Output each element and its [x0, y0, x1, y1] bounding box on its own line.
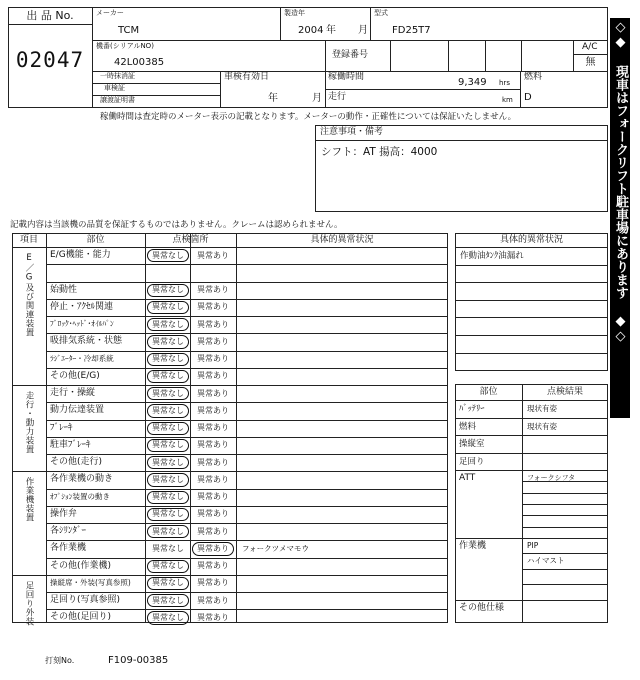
- check-normal[interactable]: 異常なし: [152, 405, 184, 415]
- work-divider: [522, 569, 608, 570]
- part-label: ﾗｼﾞｴｰﾀｰ・冷却系統: [50, 353, 114, 363]
- check-normal[interactable]: 異常なし: [152, 492, 184, 502]
- right-detail-divider: [455, 282, 608, 283]
- selected-circle: [147, 404, 189, 417]
- row-divider: [46, 437, 448, 438]
- check-abnormal[interactable]: 異常あり: [197, 388, 229, 398]
- check-normal[interactable]: 異常なし: [152, 578, 184, 588]
- check-normal[interactable]: 異常なし: [152, 302, 184, 312]
- model-label: 型式: [374, 9, 388, 17]
- notes-label: 注意事項・備考: [320, 127, 384, 137]
- row-divider: [46, 540, 448, 541]
- check-normal[interactable]: 異常なし: [152, 388, 184, 398]
- check-normal[interactable]: 異常なし: [152, 457, 184, 467]
- notes-text: シフト：AT 揚高：4000: [321, 146, 438, 158]
- selected-circle: [147, 284, 189, 297]
- selected-circle: [147, 525, 189, 538]
- row-divider: [46, 368, 448, 369]
- part-label: その他(足回り): [50, 612, 112, 623]
- col-part-header: 部位: [86, 235, 105, 245]
- ac-value: 無: [585, 57, 596, 68]
- month-unit: 月: [358, 25, 368, 36]
- right-check-divider: [455, 400, 608, 401]
- part-label: 各作業機の動き: [50, 474, 114, 485]
- work-divider: [522, 584, 608, 585]
- selected-circle: [147, 439, 189, 452]
- col-check-header: 点検箇所: [172, 235, 209, 245]
- right-check-divider: [455, 435, 608, 436]
- check-abnormal[interactable]: 異常あり: [197, 612, 229, 622]
- serial-value: 42L00385: [114, 57, 165, 68]
- part-label: ﾌﾞﾚｰｷ: [50, 422, 73, 433]
- detail-text: フォークツメマモウ: [242, 544, 309, 554]
- right-check-result: 現状有姿: [527, 404, 557, 413]
- right-detail-divider: [455, 317, 608, 318]
- part-label: 操作弁: [50, 508, 78, 519]
- row-divider: [46, 592, 448, 593]
- part-label: 吸排気系統・状態: [50, 336, 123, 347]
- row-divider: [46, 523, 448, 524]
- att-divider: [522, 493, 608, 494]
- right-detail-header: 具体的異常状況: [499, 235, 563, 245]
- att-label: ATT: [459, 473, 476, 483]
- part-label: 始動性: [50, 284, 78, 295]
- right-col-result: 点検結果: [546, 387, 583, 397]
- km-unit: km: [502, 96, 513, 104]
- check-abnormal[interactable]: 異常あり: [197, 595, 229, 605]
- check-normal[interactable]: 異常なし: [152, 423, 184, 433]
- row-divider: [46, 402, 448, 403]
- check-normal[interactable]: 異常なし: [152, 543, 184, 553]
- selected-circle: [147, 335, 189, 348]
- check-normal[interactable]: 異常なし: [152, 561, 184, 571]
- check-normal[interactable]: 異常なし: [152, 319, 184, 329]
- work-item: ハイマスト: [527, 556, 565, 566]
- selected-circle: [147, 611, 189, 624]
- part-label: その他(走行): [50, 457, 103, 467]
- selected-circle: [147, 491, 189, 504]
- selected-circle: [147, 422, 189, 435]
- check-normal[interactable]: 異常なし: [152, 336, 184, 346]
- selected-circle: [147, 370, 189, 383]
- selected-circle: [147, 456, 189, 469]
- right-check-result: 現状有姿: [527, 421, 557, 431]
- model-value: FD25T7: [392, 25, 431, 36]
- att-divider: [522, 515, 608, 516]
- right-detail-row: 作動油ﾀﾝｸ油漏れ: [460, 251, 524, 261]
- part-label: 操縦席・外装(写真参照): [50, 577, 131, 587]
- selected-circle: [147, 508, 189, 521]
- check-normal[interactable]: 異常なし: [152, 612, 184, 622]
- part-label: ｵﾌﾟｼｮﾝ装置の動き: [50, 491, 110, 501]
- check-abnormal[interactable]: 異常あり: [197, 302, 229, 312]
- part-label: その他(E/G): [50, 370, 100, 381]
- part-label: 動力伝達装置: [50, 405, 105, 416]
- right-detail-divider: [455, 335, 608, 336]
- hours-disclaimer: 稼働時間は査定時のメーター表示の記載となります。メーターの動作・正確性については保証いたしません。: [100, 112, 517, 122]
- ac-label: A/C: [582, 42, 598, 52]
- quality-disclaimer: 記載内容は当該機の品質を保証するものではありません。クレームは認められません。: [10, 220, 343, 230]
- work-divider: [522, 553, 608, 554]
- part-label: 駐車ﾌﾞﾚｰｷ: [50, 439, 91, 450]
- validity-label: 車検有効日: [224, 72, 270, 82]
- part-label: 各作業機: [50, 543, 87, 554]
- notes-box: [315, 125, 608, 212]
- temp-permit-label: 一時抹消証: [100, 72, 135, 80]
- att-divider: [522, 504, 608, 505]
- maker-label: メーカー: [96, 9, 124, 17]
- right-check-divider: [455, 600, 608, 601]
- selected-circle: [147, 387, 189, 400]
- selected-circle: [147, 560, 189, 573]
- col-detail-header: 具体的異常状況: [310, 235, 374, 245]
- work-item: PIP: [527, 540, 539, 550]
- stamp-label: 打刻No.: [45, 656, 75, 665]
- row-divider: [46, 420, 448, 421]
- row-divider: [46, 299, 448, 300]
- selected-circle: [147, 353, 189, 366]
- check-normal[interactable]: 異常なし: [152, 474, 184, 484]
- check-abnormal[interactable]: 異常あり: [197, 285, 229, 295]
- validity-month-unit: 月: [312, 93, 322, 104]
- check-abnormal[interactable]: 異常あり: [197, 371, 229, 381]
- part-label: E/G機能・能力: [50, 250, 111, 260]
- inspection-cert-label: 車検証: [104, 84, 125, 92]
- att-divider: [522, 527, 608, 528]
- check-normal[interactable]: 異常なし: [152, 285, 184, 295]
- header-block: [8, 7, 608, 108]
- row-divider: [46, 609, 448, 610]
- serial-label: 機番(シリアルNO): [96, 42, 154, 50]
- row-divider: [46, 282, 448, 283]
- right-check-divider: [455, 470, 608, 471]
- check-normal[interactable]: 異常なし: [152, 526, 184, 536]
- row-divider: [46, 489, 448, 490]
- part-label: 足回り(写真参照): [50, 595, 121, 605]
- work-label: 作業機: [459, 540, 487, 551]
- check-abnormal[interactable]: 異常あり: [197, 509, 229, 519]
- right-check-part: 燃料: [459, 421, 477, 432]
- selected-circle: [147, 473, 189, 486]
- check-abnormal[interactable]: 異常あり: [197, 543, 229, 553]
- right-col-part: 部位: [479, 387, 498, 397]
- selected-circle: [192, 542, 234, 555]
- selected-circle: [147, 249, 189, 262]
- check-abnormal[interactable]: 異常あり: [197, 492, 229, 502]
- stamp-value: F109-00385: [108, 655, 169, 666]
- part-label: 各ｼﾘﾝﾀﾞｰ: [50, 526, 87, 536]
- hours-label: 稼働時間: [328, 72, 365, 82]
- row-divider: [46, 558, 448, 559]
- att-divider: [522, 481, 608, 482]
- fuel-value: D: [524, 92, 532, 103]
- row-divider: [46, 454, 448, 455]
- check-abnormal[interactable]: 異常あり: [197, 474, 229, 484]
- check-normal[interactable]: 異常なし: [152, 371, 184, 381]
- exhibit-no-label: 出 品 No.: [26, 9, 74, 22]
- selected-circle: [147, 594, 189, 607]
- group-label: E／G及び関連装置: [24, 253, 34, 337]
- right-check-part: 操縦室: [459, 439, 485, 449]
- row-divider: [46, 506, 448, 507]
- right-detail-divider: [455, 265, 608, 266]
- selected-circle: [147, 577, 189, 590]
- check-abnormal[interactable]: 異常あり: [197, 457, 229, 467]
- check-abnormal[interactable]: 異常あり: [197, 526, 229, 536]
- check-normal[interactable]: 異常なし: [152, 509, 184, 519]
- selected-circle: [147, 301, 189, 314]
- part-label: ﾌﾞﾛｯｸ･ﾍｯﾄﾞ･ｵｲﾙﾊﾟﾝ: [50, 319, 114, 328]
- check-abnormal[interactable]: 異常あり: [197, 250, 229, 260]
- right-detail-divider: [455, 300, 608, 301]
- right-check-divider: [455, 418, 608, 419]
- right-check-part: ﾊﾞｯﾃﾘｰ: [459, 404, 485, 414]
- row-divider: [46, 264, 448, 265]
- fuel-label: 燃料: [524, 72, 543, 82]
- validity-year-unit: 年: [268, 93, 278, 104]
- check-abnormal[interactable]: 異常あり: [197, 336, 229, 346]
- check-abnormal[interactable]: 異常あり: [197, 423, 229, 433]
- part-label: その他(作業機): [50, 560, 112, 571]
- exhibit-no: 02047: [15, 48, 85, 72]
- right-detail-divider: [455, 353, 608, 354]
- check-abnormal[interactable]: 異常あり: [197, 561, 229, 571]
- stamp-cert-label: 譲渡証明書: [100, 96, 135, 104]
- group-label: 足回り外装: [24, 580, 34, 626]
- year-value: 2004: [298, 25, 324, 36]
- check-abnormal[interactable]: 異常あり: [197, 354, 229, 364]
- group-label: 作業機装置: [24, 477, 34, 523]
- right-check-divider: [455, 538, 608, 539]
- check-abnormal[interactable]: 異常あり: [197, 319, 229, 329]
- row-divider: [46, 351, 448, 352]
- hours-unit: hrs: [499, 79, 510, 87]
- check-normal[interactable]: 異常なし: [152, 440, 184, 450]
- selected-circle: [147, 318, 189, 331]
- check-normal[interactable]: 異常なし: [152, 595, 184, 605]
- row-divider: [46, 316, 448, 317]
- right-check-part: 足回り: [459, 456, 485, 467]
- check-normal[interactable]: 異常なし: [152, 250, 184, 260]
- km-label: 走行: [328, 92, 347, 102]
- hours-value: 9,349: [458, 77, 487, 88]
- group-label: 走行・動力装置: [24, 391, 34, 454]
- check-abnormal[interactable]: 異常あり: [197, 440, 229, 450]
- other-spec-label: その他仕様: [459, 602, 505, 613]
- row-divider: [46, 333, 448, 334]
- side-banner-text: ◇◆ 現車はフォークリフト駐車場にあります ◆◇: [613, 20, 628, 344]
- part-label: 走行・操縦: [50, 388, 96, 398]
- maker-value: TCM: [118, 25, 140, 36]
- att-item: フォークシフタ: [527, 474, 576, 482]
- check-abnormal[interactable]: 異常あり: [197, 578, 229, 588]
- col-item-header: 項目: [19, 235, 38, 245]
- year-label: 製造年: [284, 9, 305, 17]
- right-check-divider: [455, 453, 608, 454]
- reg-label: 登録番号: [332, 50, 369, 60]
- check-abnormal[interactable]: 異常あり: [197, 405, 229, 415]
- year-unit: 年: [326, 25, 336, 36]
- part-label: 停止・ｱｸｾﾙ関連: [50, 301, 114, 312]
- check-normal[interactable]: 異常なし: [152, 354, 184, 364]
